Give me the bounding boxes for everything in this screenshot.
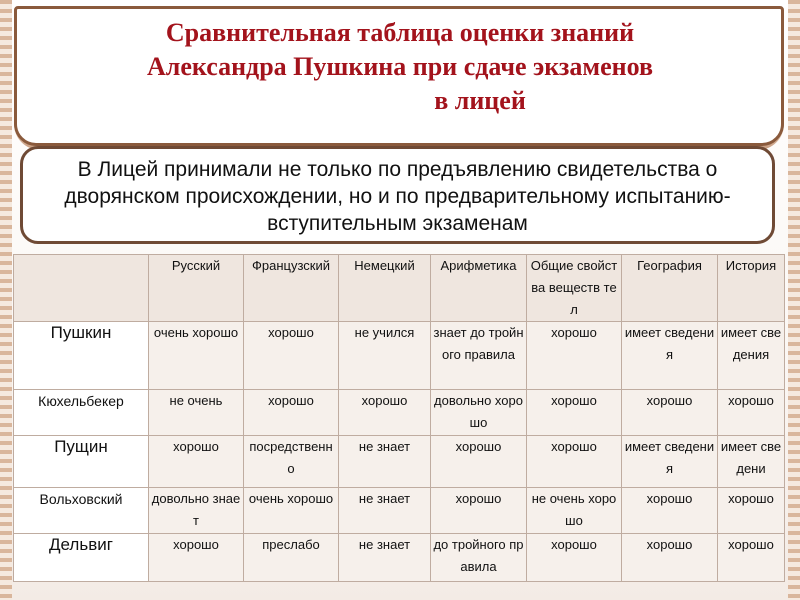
grade-cell: посредственно: [244, 436, 339, 488]
header-cell: Французский: [244, 255, 339, 322]
page-title: [40, 16, 760, 118]
student-name: Вольховский: [14, 488, 149, 534]
grade-cell: не знает: [339, 534, 431, 582]
grade-cell: хорошо: [431, 488, 527, 534]
grade-cell: хорошо: [149, 534, 244, 582]
grade-cell: хорошо: [622, 390, 718, 436]
student-name: Кюхельбекер: [14, 390, 149, 436]
table-row: [14, 390, 785, 436]
grade-cell: не знает: [339, 436, 431, 488]
grade-cell: хорошо: [622, 488, 718, 534]
header-cell: Арифметика: [431, 255, 527, 322]
grade-cell: имеет сведени: [718, 436, 785, 488]
grade-cell: хорошо: [527, 436, 622, 488]
grade-cell: хорошо: [339, 390, 431, 436]
left-decorative-border: [0, 0, 12, 600]
student-name: Пушкин: [14, 322, 149, 390]
header-cell: [14, 255, 149, 322]
title-line-2: Александра Пушкина при сдаче экзаменов: [146, 52, 654, 81]
grade-cell: до тройного правила: [431, 534, 527, 582]
table-header-row: [14, 255, 785, 322]
grade-cell: хорошо: [718, 534, 785, 582]
grade-cell: хорошо: [527, 534, 622, 582]
grade-cell: хорошо: [718, 390, 785, 436]
grade-cell: довольно знает: [149, 488, 244, 534]
grade-cell: знает до тройного правила: [431, 322, 527, 390]
grade-cell: довольно хорошо: [431, 390, 527, 436]
right-decorative-border: [788, 0, 800, 600]
grade-cell: хорошо: [622, 534, 718, 582]
title-line-3: в лицей: [434, 86, 526, 115]
header-cell: Немецкий: [339, 255, 431, 322]
grade-cell: не учился: [339, 322, 431, 390]
grade-cell: не очень хорошо: [527, 488, 622, 534]
grade-cell: очень хорошо: [149, 322, 244, 390]
student-name: Дельвиг: [14, 534, 149, 582]
grade-cell: не знает: [339, 488, 431, 534]
grade-cell: хорошо: [244, 390, 339, 436]
header-cell: Общие свойства веществ тел: [527, 255, 622, 322]
grade-cell: очень хорошо: [244, 488, 339, 534]
table-row: [14, 322, 785, 390]
header-cell: География: [622, 255, 718, 322]
grade-cell: имеет сведения: [718, 322, 785, 390]
grade-cell: хорошо: [527, 322, 622, 390]
header-cell: Русский: [149, 255, 244, 322]
grade-cell: не очень: [149, 390, 244, 436]
student-name: Пущин: [14, 436, 149, 488]
grade-cell: имеет сведения: [622, 436, 718, 488]
title-line-1: Сравнительная таблица оценки знаний: [165, 18, 635, 47]
grade-cell: хорошо: [244, 322, 339, 390]
info-note: В Лицей принимали не только по предъявлению свидетельства о дворянском происхождении, но и по предварительному испытанию- вступительным экзаменам: [20, 146, 775, 244]
table-row: [14, 488, 785, 534]
grade-cell: имеет сведения: [622, 322, 718, 390]
header-cell: История: [718, 255, 785, 322]
grade-cell: хорошо: [527, 390, 622, 436]
comparison-table: [13, 254, 785, 582]
grade-cell: хорошо: [149, 436, 244, 488]
grade-cell: хорошо: [431, 436, 527, 488]
grade-cell: преслабо: [244, 534, 339, 582]
grade-cell: хорошо: [718, 488, 785, 534]
table-row: [14, 436, 785, 488]
table-row: [14, 534, 785, 582]
